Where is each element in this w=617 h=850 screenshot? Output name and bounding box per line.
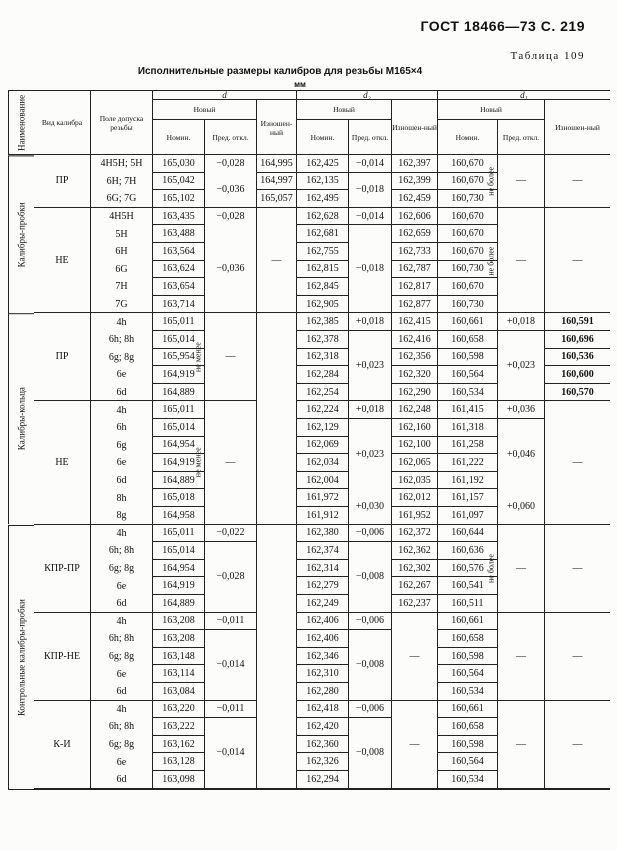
d-nominal: 164,919 xyxy=(153,577,205,595)
header-d: d xyxy=(153,90,297,100)
d1-deviation: — xyxy=(498,525,545,613)
d1-worn: — xyxy=(545,701,610,789)
d2-nominal: 162,374 xyxy=(297,542,349,560)
d2-worn: 161,952 xyxy=(392,507,438,525)
d2-worn: 162,399 xyxy=(392,173,438,191)
gauge-kind: К-И xyxy=(34,701,91,789)
d-nominal: 163,084 xyxy=(153,683,205,701)
d-deviation: −0,022 xyxy=(205,525,257,543)
d2-nominal: 162,495 xyxy=(297,190,349,208)
tolerance-field: 6h xyxy=(91,419,153,437)
tolerance-field: 6e xyxy=(91,753,153,771)
d2-worn: 162,356 xyxy=(392,349,438,367)
d1-worn: — xyxy=(545,401,610,524)
d2-nominal: 162,318 xyxy=(297,349,349,367)
d1-deviation: — xyxy=(498,701,545,789)
d-deviation: −0,028 xyxy=(205,155,257,173)
tolerance-field: 6d xyxy=(91,472,153,490)
d-nominal: 165,011 xyxy=(153,525,205,543)
d2-deviation: −0,014 xyxy=(349,208,392,226)
d1-worn: — xyxy=(545,525,610,613)
d-nominal: 165,954 xyxy=(153,349,205,367)
d1-nominal: 161,415 xyxy=(438,401,498,419)
header-worn: Изношен-ный xyxy=(392,100,438,155)
not-more-note: не более xyxy=(485,525,498,613)
d2-nominal: 162,628 xyxy=(297,208,349,226)
header-new: Новый xyxy=(297,100,392,120)
d-deviation: −0,014 xyxy=(205,630,257,700)
d1-nominal: 160,661 xyxy=(438,313,498,331)
tolerance-field: 6e xyxy=(91,577,153,595)
d-nominal: 165,011 xyxy=(153,313,205,331)
tolerance-field: 6g; 8g xyxy=(91,560,153,578)
d-nominal: 163,654 xyxy=(153,278,205,296)
d2-worn: 162,302 xyxy=(392,560,438,578)
header-deviation: Пред. откл. xyxy=(498,120,545,155)
tolerance-field: 4h xyxy=(91,401,153,419)
d2-nominal: 162,905 xyxy=(297,296,349,314)
d2-worn: 162,160 xyxy=(392,419,438,437)
d2-nominal: 162,406 xyxy=(297,613,349,631)
d2-worn: 162,065 xyxy=(392,454,438,472)
d1-nominal: 160,670 xyxy=(438,225,498,243)
d2-nominal: 162,326 xyxy=(297,753,349,771)
group-name: Калибры-кольца xyxy=(8,313,34,524)
d-nominal: 164,954 xyxy=(153,437,205,455)
d1-nominal: 160,670 xyxy=(438,155,498,173)
d2-worn: 162,606 xyxy=(392,208,438,226)
d1-nominal: 160,511 xyxy=(438,595,498,613)
tolerance-field: 6h; 8h xyxy=(91,542,153,560)
d1-deviation: +0,060 xyxy=(498,489,545,524)
d2-nominal: 162,310 xyxy=(297,665,349,683)
d2-worn: 162,290 xyxy=(392,384,438,402)
gauge-kind: КПР-ПР xyxy=(34,525,91,613)
d-deviation: −0,028 xyxy=(205,208,257,226)
d-nominal: 163,114 xyxy=(153,665,205,683)
d1-nominal: 161,157 xyxy=(438,489,498,507)
tolerance-field: 6e xyxy=(91,366,153,384)
d2-nominal: 162,360 xyxy=(297,736,349,754)
d2-deviation: −0,008 xyxy=(349,630,392,700)
d1-nominal: 160,541 xyxy=(438,577,498,595)
group-name: Калибры-пробки xyxy=(8,155,34,313)
d-deviation: −0,036 xyxy=(205,225,257,313)
d2-nominal: 162,681 xyxy=(297,225,349,243)
d2-deviation: −0,018 xyxy=(349,173,392,208)
tolerance-field: 6H xyxy=(91,243,153,261)
d2-worn: 162,415 xyxy=(392,313,438,331)
d2-nominal: 161,972 xyxy=(297,489,349,507)
d1-nominal: 160,598 xyxy=(438,736,498,754)
d1-worn: 160,696 xyxy=(545,331,610,349)
d-nominal: 163,222 xyxy=(153,718,205,736)
d2-nominal: 162,294 xyxy=(297,771,349,789)
d2-worn: 162,035 xyxy=(392,472,438,490)
unit-label: мм xyxy=(294,80,306,89)
d2-nominal: 162,284 xyxy=(297,366,349,384)
d1-deviation: +0,046 xyxy=(498,419,545,489)
gauge-kind: НЕ xyxy=(34,401,91,524)
header-worn: Изношен-ный xyxy=(555,123,600,132)
d1-worn: — xyxy=(545,613,610,701)
d2-worn: 162,237 xyxy=(392,595,438,613)
d2-worn: — xyxy=(392,613,438,701)
d-deviation: — xyxy=(205,401,257,524)
d2-worn: 162,397 xyxy=(392,155,438,173)
d2-worn: 162,659 xyxy=(392,225,438,243)
d-nominal: 165,014 xyxy=(153,542,205,560)
table-caption: Исполнительные размеры калибров для резьбы М165×4 xyxy=(137,66,423,77)
d2-worn: 162,320 xyxy=(392,366,438,384)
d-nominal: 164,919 xyxy=(153,454,205,472)
header-d1: d₁ xyxy=(438,90,610,100)
table-number: Таблица 109 xyxy=(510,50,585,62)
d2-deviation: +0,030 xyxy=(349,489,392,524)
tolerance-field: 6d xyxy=(91,595,153,613)
d2-worn: — xyxy=(392,701,438,789)
d1-nominal: 160,564 xyxy=(438,753,498,771)
tolerance-field: 6g; 8g xyxy=(91,349,153,367)
tolerance-field: 4H5H; 5H xyxy=(91,155,153,173)
d1-nominal: 160,534 xyxy=(438,771,498,789)
d-nominal: 163,148 xyxy=(153,648,205,666)
tolerance-field: 6h; 8h xyxy=(91,718,153,736)
d-worn-blank xyxy=(257,525,297,789)
d1-nominal: 160,534 xyxy=(438,384,498,402)
header-kind: Вид калибра xyxy=(34,90,91,155)
d-deviation: −0,028 xyxy=(205,542,257,612)
d2-nominal: 162,406 xyxy=(297,630,349,648)
d1-worn: 160,600 xyxy=(545,366,610,384)
d-nominal: 163,098 xyxy=(153,771,205,789)
d2-nominal: 162,815 xyxy=(297,261,349,279)
d-deviation: −0,011 xyxy=(205,613,257,631)
header-name: Наименование xyxy=(8,90,34,155)
d2-nominal: 162,420 xyxy=(297,718,349,736)
d-nominal: 163,208 xyxy=(153,630,205,648)
d2-nominal: 162,280 xyxy=(297,683,349,701)
d2-nominal: 162,314 xyxy=(297,560,349,578)
d1-nominal: 160,730 xyxy=(438,261,498,279)
d1-nominal: 160,534 xyxy=(438,683,498,701)
d2-deviation: +0,018 xyxy=(349,313,392,331)
d2-nominal: 162,425 xyxy=(297,155,349,173)
tolerance-field: 4h xyxy=(91,613,153,631)
d1-deviation: — xyxy=(498,155,545,208)
d2-worn: 162,012 xyxy=(392,489,438,507)
d2-nominal: 162,249 xyxy=(297,595,349,613)
d2-worn: 162,733 xyxy=(392,243,438,261)
d-nominal: 165,018 xyxy=(153,489,205,507)
d-worn: 165,057 xyxy=(257,190,297,208)
d2-nominal: 161,912 xyxy=(297,507,349,525)
d1-nominal: 160,636 xyxy=(438,542,498,560)
d-nominal: 164,889 xyxy=(153,472,205,490)
gauge-kind: ПР xyxy=(34,155,91,208)
tolerance-field: 4h xyxy=(91,701,153,719)
d2-worn: 162,372 xyxy=(392,525,438,543)
d2-deviation: +0,023 xyxy=(349,419,392,489)
tolerance-field: 6h; 8h xyxy=(91,630,153,648)
d-nominal: 163,208 xyxy=(153,613,205,631)
page-header: ГОСТ 18466—73 С. 219 xyxy=(420,18,585,34)
header-worn: Изношен-ный xyxy=(257,100,297,155)
tolerance-field: 6d xyxy=(91,771,153,789)
tolerance-field: 6g xyxy=(91,437,153,455)
d2-nominal: 162,004 xyxy=(297,472,349,490)
d1-worn: 160,536 xyxy=(545,349,610,367)
tolerance-field: 7G xyxy=(91,296,153,314)
d-nominal: 165,014 xyxy=(153,419,205,437)
d1-nominal: 161,258 xyxy=(438,437,498,455)
d-nominal: 163,488 xyxy=(153,225,205,243)
d2-worn: 162,459 xyxy=(392,190,438,208)
d-nominal: 163,162 xyxy=(153,736,205,754)
gauge-kind: КПР-НЕ xyxy=(34,613,91,701)
tolerance-field: 4h xyxy=(91,313,153,331)
tolerance-field: 6G; 7G xyxy=(91,190,153,208)
gauge-dimensions-table xyxy=(8,90,610,790)
header-deviation: Пред. откл. xyxy=(205,120,257,155)
d1-nominal: 161,318 xyxy=(438,419,498,437)
d1-nominal: 161,097 xyxy=(438,507,498,525)
d1-nominal: 160,730 xyxy=(438,296,498,314)
d2-deviation: +0,018 xyxy=(349,401,392,419)
d-nominal: 165,042 xyxy=(153,173,205,191)
d2-deviation: +0,023 xyxy=(349,331,392,401)
d-deviation: −0,036 xyxy=(205,173,257,208)
d-nominal: 165,011 xyxy=(153,401,205,419)
d2-nominal: 162,845 xyxy=(297,278,349,296)
d2-deviation: −0,008 xyxy=(349,542,392,612)
d-nominal: 163,128 xyxy=(153,753,205,771)
tolerance-field: 4h xyxy=(91,525,153,543)
d1-nominal: 160,576 xyxy=(438,560,498,578)
header-nominal: Номин. xyxy=(438,120,498,155)
d-nominal: 164,889 xyxy=(153,384,205,402)
d2-worn: 162,817 xyxy=(392,278,438,296)
d-worn: — xyxy=(257,208,297,314)
d2-deviation: −0,018 xyxy=(349,225,392,313)
d2-nominal: 162,135 xyxy=(297,173,349,191)
d2-worn: 162,362 xyxy=(392,542,438,560)
header-nominal: Номин. xyxy=(297,120,349,155)
d1-nominal: 160,658 xyxy=(438,718,498,736)
tolerance-field: 8h xyxy=(91,489,153,507)
d-worn: 164,995 xyxy=(257,155,297,173)
gauge-kind: НЕ xyxy=(34,208,91,314)
d2-worn: 162,248 xyxy=(392,401,438,419)
tolerance-field: 6G xyxy=(91,261,153,279)
not-more-note: не более xyxy=(485,208,498,314)
d1-nominal: 160,564 xyxy=(438,665,498,683)
d1-nominal: 161,222 xyxy=(438,454,498,472)
d2-worn: 162,267 xyxy=(392,577,438,595)
d-nominal: 164,958 xyxy=(153,507,205,525)
d-nominal: 164,919 xyxy=(153,366,205,384)
d-deviation: −0,014 xyxy=(205,718,257,788)
d1-worn: — xyxy=(545,155,610,208)
header-nominal: Номин. xyxy=(153,120,205,155)
tolerance-field: 6h; 8h xyxy=(91,331,153,349)
d1-nominal: 160,644 xyxy=(438,525,498,543)
header-d2: d₂ xyxy=(297,90,438,100)
d2-nominal: 162,346 xyxy=(297,648,349,666)
d-deviation: — xyxy=(205,313,257,401)
tolerance-field: 6e xyxy=(91,665,153,683)
tolerance-field: 6g; 8g xyxy=(91,736,153,754)
d1-nominal: 160,670 xyxy=(438,208,498,226)
tolerance-field: 4H5H xyxy=(91,208,153,226)
d1-nominal: 160,598 xyxy=(438,648,498,666)
d2-deviation: −0,006 xyxy=(349,613,392,631)
d1-deviation: — xyxy=(498,208,545,314)
d-nominal: 165,102 xyxy=(153,190,205,208)
d2-nominal: 162,378 xyxy=(297,331,349,349)
d1-nominal: 160,564 xyxy=(438,366,498,384)
d-nominal: 165,030 xyxy=(153,155,205,173)
d-nominal: 164,889 xyxy=(153,595,205,613)
d2-deviation: −0,008 xyxy=(349,718,392,788)
d1-nominal: 160,670 xyxy=(438,278,498,296)
d-nominal: 165,014 xyxy=(153,331,205,349)
tolerance-field: 8g xyxy=(91,507,153,525)
d2-deviation: −0,006 xyxy=(349,525,392,543)
d1-worn: 160,591 xyxy=(545,313,610,331)
d1-worn: — xyxy=(545,208,610,314)
d2-nominal: 162,034 xyxy=(297,454,349,472)
header-new: Новый xyxy=(153,100,257,120)
d2-nominal: 162,755 xyxy=(297,243,349,261)
gauge-kind: ПР xyxy=(34,313,91,401)
d2-nominal: 162,279 xyxy=(297,577,349,595)
d2-worn: 162,877 xyxy=(392,296,438,314)
d1-nominal: 160,661 xyxy=(438,701,498,719)
d-nominal: 164,954 xyxy=(153,560,205,578)
d-nominal: 163,564 xyxy=(153,243,205,261)
d2-nominal: 162,380 xyxy=(297,525,349,543)
d1-deviation: +0,036 xyxy=(498,401,545,419)
d1-nominal: 160,658 xyxy=(438,331,498,349)
d-deviation: −0,011 xyxy=(205,701,257,719)
d1-nominal: 160,598 xyxy=(438,349,498,367)
d2-deviation: −0,006 xyxy=(349,701,392,719)
d1-deviation: +0,018 xyxy=(498,313,545,331)
d2-nominal: 162,254 xyxy=(297,384,349,402)
header-new: Новый xyxy=(438,100,545,120)
d1-nominal: 160,670 xyxy=(438,173,498,191)
not-more-note: не более xyxy=(485,155,498,208)
d1-nominal: 160,670 xyxy=(438,243,498,261)
d-worn-blank xyxy=(257,313,297,524)
header-tol-field: Поле допуска резьбы xyxy=(91,90,153,155)
d2-nominal: 162,129 xyxy=(297,419,349,437)
tolerance-field: 5H xyxy=(91,225,153,243)
header-deviation: Пред. откл. xyxy=(349,120,392,155)
d1-worn: 160,570 xyxy=(545,384,610,402)
d2-nominal: 162,385 xyxy=(297,313,349,331)
d-nominal: 163,220 xyxy=(153,701,205,719)
tolerance-field: 6d xyxy=(91,683,153,701)
d2-worn: 162,100 xyxy=(392,437,438,455)
d-nominal: 163,714 xyxy=(153,296,205,314)
tolerance-field: 7H xyxy=(91,278,153,296)
d1-deviation: +0,023 xyxy=(498,331,545,401)
d2-worn: 162,416 xyxy=(392,331,438,349)
d2-nominal: 162,418 xyxy=(297,701,349,719)
d-nominal: 163,624 xyxy=(153,261,205,279)
d2-nominal: 162,224 xyxy=(297,401,349,419)
d1-nominal: 160,730 xyxy=(438,190,498,208)
tolerance-field: 6H; 7H xyxy=(91,173,153,191)
d1-nominal: 160,661 xyxy=(438,613,498,631)
d1-deviation: — xyxy=(498,613,545,701)
d1-nominal: 160,658 xyxy=(438,630,498,648)
d2-deviation: −0,014 xyxy=(349,155,392,173)
d2-worn: 162,787 xyxy=(392,261,438,279)
not-less-note: не менее xyxy=(192,313,205,401)
group-name: Контрольные калибры-пробки xyxy=(8,525,34,789)
d-worn: 164,997 xyxy=(257,173,297,191)
d2-nominal: 162,069 xyxy=(297,437,349,455)
tolerance-field: 6e xyxy=(91,454,153,472)
d1-nominal: 161,192 xyxy=(438,472,498,490)
d-nominal: 163,435 xyxy=(153,208,205,226)
tolerance-field: 6g; 8g xyxy=(91,648,153,666)
not-less-note: не менее xyxy=(192,401,205,524)
tolerance-field: 6d xyxy=(91,384,153,402)
